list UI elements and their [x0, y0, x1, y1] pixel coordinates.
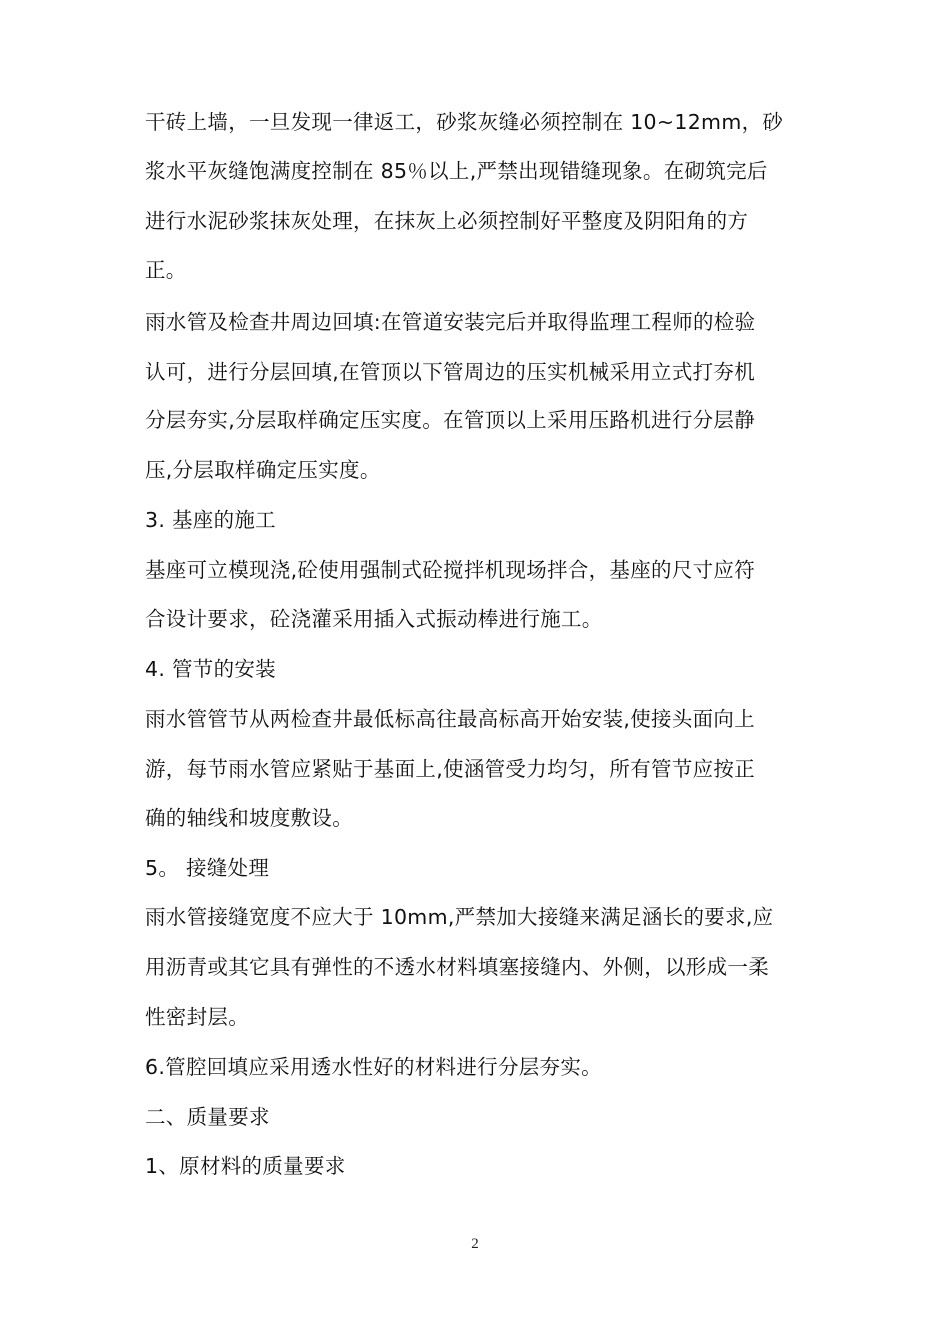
section-heading: 二、质量要求 [145, 1105, 270, 1129]
body-text-line: 浆水平灰缝饱满度控制在 85％以上,严禁出现错缝现象。在砌筑完后 [145, 159, 768, 183]
body-text-line: 分层夯实,分层取样确定压实度。在管顶以上采用压路机进行分层静 [145, 408, 756, 432]
body-text-line: 合设计要求，砼浇灌采用插入式振动棒进行施工。 [145, 607, 603, 631]
section-heading: 3. 基座的施工 [145, 508, 276, 532]
body-text-line: 6.管腔回填应采用透水性好的材料进行分层夯实。 [145, 1055, 602, 1079]
body-text-line: 用沥青或其它具有弹性的不透水材料填塞接缝内、外侧，以形成一柔 [145, 955, 769, 979]
body-text-line: 性密封层。 [145, 1005, 249, 1029]
body-text-line: 确的轴线和坡度敷设。 [145, 806, 353, 830]
page-number: 2 [471, 1236, 479, 1252]
body-text-line: 雨水管接缝宽度不应大于 10mm,严禁加大接缝来满足涵长的要求,应 [145, 905, 774, 929]
body-text-line: 基座可立模现浇,砼使用强制式砼搅拌机现场拌合，基座的尺寸应符 [145, 558, 756, 582]
body-text-line: 正。 [145, 258, 187, 282]
body-text-line: 游，每节雨水管应紧贴于基面上,使涵管受力均匀，所有管节应按正 [145, 757, 756, 781]
body-text-line: 干砖上墙，一旦发现一律返工，砂浆灰缝必须控制在 10~12mm，砂 [145, 110, 784, 134]
body-text-line: 雨水管及检查井周边回填:在管道安装完后并取得监理工程师的检验 [145, 310, 756, 334]
section-heading: 1、原材料的质量要求 [145, 1154, 346, 1178]
body-text-line: 压,分层取样确定压实度。 [145, 458, 381, 482]
section-heading: 5。 接缝处理 [145, 856, 270, 880]
section-heading: 4. 管节的安装 [145, 657, 276, 681]
body-text-line: 进行水泥砂浆抹灰处理，在抹灰上必须控制好平整度及阴阳角的方 [145, 209, 749, 233]
body-text-line: 认可，进行分层回填,在管顶以下管周边的压实机械采用立式打夯机 [145, 360, 756, 384]
body-text-line: 雨水管管节从两检查井最低标高往最高标高开始安装,使接头面向上 [145, 707, 756, 731]
